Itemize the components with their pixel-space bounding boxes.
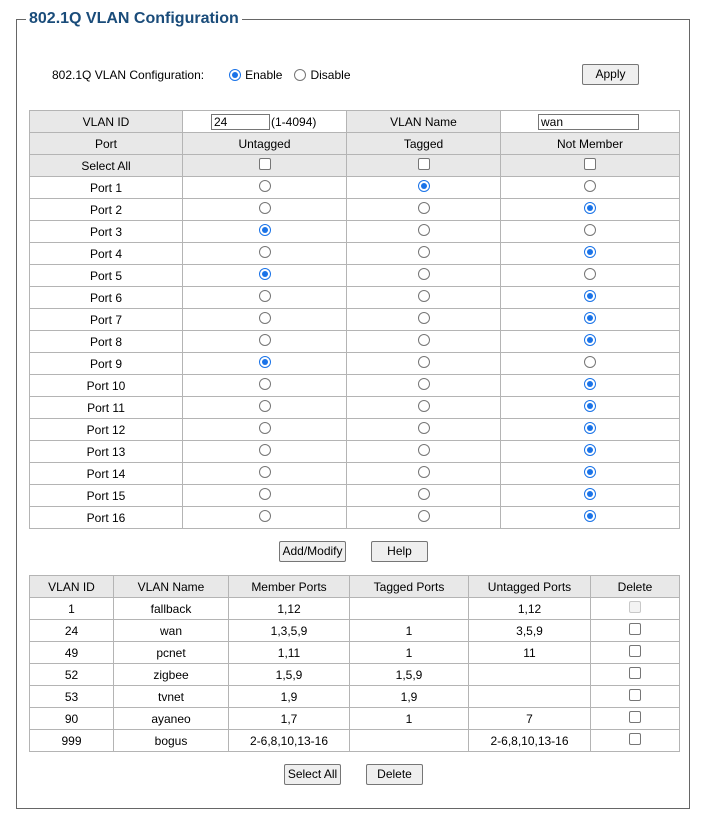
port-name: Port 3 bbox=[30, 221, 183, 243]
select-all-not-member-checkbox[interactable] bbox=[584, 158, 596, 170]
port-row bbox=[30, 199, 680, 221]
page-title: 802.1Q VLAN Configuration bbox=[26, 9, 242, 29]
port-name: Port 12 bbox=[30, 419, 183, 441]
delete-cell bbox=[591, 642, 680, 664]
port-not-member-radio[interactable] bbox=[584, 422, 596, 434]
port-row bbox=[30, 243, 680, 265]
delete-checkbox[interactable] bbox=[629, 623, 641, 635]
port-untagged-cell bbox=[183, 221, 347, 243]
port-untagged-cell bbox=[183, 507, 347, 529]
delete-checkbox[interactable] bbox=[629, 645, 641, 657]
enable-radio[interactable] bbox=[229, 69, 241, 81]
port-not-member-radio[interactable] bbox=[584, 334, 596, 346]
port-not-member-radio[interactable] bbox=[584, 466, 596, 478]
apply-button[interactable]: Apply bbox=[582, 64, 639, 85]
port-name: Port 6 bbox=[30, 287, 183, 309]
vlan-config-label: 802.1Q VLAN Configuration: bbox=[52, 68, 205, 82]
vlan-list-header-cell: VLAN ID bbox=[30, 576, 114, 598]
port-not-member-cell bbox=[501, 309, 680, 331]
vlan-name-cell: bogus bbox=[114, 730, 229, 752]
port-untagged-radio[interactable] bbox=[259, 334, 271, 346]
port-untagged-cell bbox=[183, 419, 347, 441]
port-not-member-radio[interactable] bbox=[584, 510, 596, 522]
vlan-id-input[interactable] bbox=[211, 114, 270, 130]
vlan-id-cell: 52 bbox=[30, 664, 114, 686]
port-tagged-radio[interactable] bbox=[418, 488, 430, 500]
port-tagged-cell bbox=[347, 353, 501, 375]
port-row bbox=[30, 441, 680, 463]
table-row bbox=[30, 664, 680, 686]
port-untagged-radio[interactable] bbox=[259, 180, 271, 192]
port-tagged-cell bbox=[347, 243, 501, 265]
port-tagged-radio[interactable] bbox=[418, 312, 430, 324]
port-tagged-radio[interactable] bbox=[418, 246, 430, 258]
port-name: Port 10 bbox=[30, 375, 183, 397]
select-all-untagged-cell bbox=[183, 155, 347, 177]
port-tagged-cell bbox=[347, 397, 501, 419]
port-not-member-cell bbox=[501, 463, 680, 485]
port-untagged-radio[interactable] bbox=[259, 444, 271, 456]
port-not-member-cell bbox=[501, 353, 680, 375]
port-not-member-cell bbox=[501, 485, 680, 507]
delete-cell bbox=[591, 686, 680, 708]
port-tagged-radio[interactable] bbox=[418, 400, 430, 412]
port-untagged-cell bbox=[183, 309, 347, 331]
vlan-id-cell: 53 bbox=[30, 686, 114, 708]
port-not-member-radio[interactable] bbox=[584, 356, 596, 368]
port-row bbox=[30, 419, 680, 441]
port-tagged-cell bbox=[347, 221, 501, 243]
delete-checkbox[interactable] bbox=[629, 733, 641, 745]
port-name: Port 13 bbox=[30, 441, 183, 463]
port-untagged-cell bbox=[183, 177, 347, 199]
col-not-member-header: Not Member bbox=[501, 133, 680, 155]
port-untagged-cell bbox=[183, 199, 347, 221]
port-not-member-radio[interactable] bbox=[584, 444, 596, 456]
port-not-member-cell bbox=[501, 507, 680, 529]
member-ports-cell: 1,5,9 bbox=[229, 664, 350, 686]
untagged-ports-cell: 7 bbox=[469, 708, 591, 730]
tagged-ports-cell bbox=[350, 598, 469, 620]
table-row bbox=[30, 620, 680, 642]
vlan-name-cell: ayaneo bbox=[114, 708, 229, 730]
port-untagged-radio[interactable] bbox=[259, 400, 271, 412]
port-untagged-radio[interactable] bbox=[259, 268, 271, 280]
port-not-member-cell bbox=[501, 177, 680, 199]
port-row bbox=[30, 463, 680, 485]
port-tagged-cell bbox=[347, 375, 501, 397]
port-untagged-radio[interactable] bbox=[259, 378, 271, 390]
port-tagged-radio[interactable] bbox=[418, 444, 430, 456]
untagged-ports-cell bbox=[469, 686, 591, 708]
port-untagged-cell bbox=[183, 243, 347, 265]
port-untagged-radio[interactable] bbox=[259, 290, 271, 302]
select-all-not-member-cell bbox=[501, 155, 680, 177]
col-port-header: Port bbox=[30, 133, 183, 155]
delete-cell bbox=[591, 598, 680, 620]
port-untagged-radio[interactable] bbox=[259, 356, 271, 368]
select-all-untagged-checkbox[interactable] bbox=[259, 158, 271, 170]
table-row bbox=[30, 598, 680, 620]
vlan-name-cell: wan bbox=[114, 620, 229, 642]
port-tagged-radio[interactable] bbox=[418, 202, 430, 214]
delete-cell bbox=[591, 730, 680, 752]
tagged-ports-cell bbox=[350, 730, 469, 752]
port-untagged-cell bbox=[183, 463, 347, 485]
port-untagged-radio[interactable] bbox=[259, 488, 271, 500]
vlan-id-label: VLAN ID bbox=[30, 111, 183, 133]
port-not-member-cell bbox=[501, 221, 680, 243]
port-name: Port 16 bbox=[30, 507, 183, 529]
port-tagged-radio[interactable] bbox=[418, 224, 430, 236]
port-tagged-radio[interactable] bbox=[418, 378, 430, 390]
port-untagged-radio[interactable] bbox=[259, 246, 271, 258]
vlan-list-header-cell: Tagged Ports bbox=[350, 576, 469, 598]
select-all-label: Select All bbox=[30, 155, 183, 177]
port-name: Port 15 bbox=[30, 485, 183, 507]
port-not-member-cell bbox=[501, 331, 680, 353]
tagged-ports-cell: 1 bbox=[350, 642, 469, 664]
disable-option[interactable] bbox=[294, 68, 350, 82]
port-tagged-radio[interactable] bbox=[418, 290, 430, 302]
vlan-id-cell bbox=[183, 111, 347, 133]
col-tagged-header: Tagged bbox=[347, 133, 501, 155]
port-untagged-radio[interactable] bbox=[259, 312, 271, 324]
port-tagged-radio[interactable] bbox=[418, 334, 430, 346]
member-ports-cell: 1,3,5,9 bbox=[229, 620, 350, 642]
port-tagged-cell bbox=[347, 463, 501, 485]
table-row bbox=[30, 686, 680, 708]
select-all-tagged-checkbox[interactable] bbox=[418, 158, 430, 170]
vlan-name-cell bbox=[501, 111, 680, 133]
port-tagged-cell bbox=[347, 265, 501, 287]
enable-option[interactable] bbox=[229, 68, 282, 82]
tagged-ports-cell: 1,9 bbox=[350, 686, 469, 708]
port-not-member-radio[interactable] bbox=[584, 378, 596, 390]
select-all-tagged-cell bbox=[347, 155, 501, 177]
port-row bbox=[30, 397, 680, 419]
delete-cell bbox=[591, 620, 680, 642]
vlan-name-label: VLAN Name bbox=[347, 111, 501, 133]
port-row bbox=[30, 177, 680, 199]
port-not-member-cell bbox=[501, 397, 680, 419]
port-tagged-radio[interactable] bbox=[418, 268, 430, 280]
vlan-name-input[interactable] bbox=[538, 114, 639, 130]
port-tagged-radio[interactable] bbox=[418, 356, 430, 368]
delete-checkbox[interactable] bbox=[629, 711, 641, 723]
tagged-ports-cell: 1 bbox=[350, 708, 469, 730]
port-row bbox=[30, 309, 680, 331]
port-tagged-cell bbox=[347, 199, 501, 221]
port-untagged-radio[interactable] bbox=[259, 510, 271, 522]
port-row bbox=[30, 507, 680, 529]
port-not-member-radio[interactable] bbox=[584, 268, 596, 280]
table-row bbox=[30, 642, 680, 664]
port-not-member-cell bbox=[501, 419, 680, 441]
enable-label: Enable bbox=[245, 68, 283, 82]
member-ports-cell: 2-6,8,10,13-16 bbox=[229, 730, 350, 752]
table-row bbox=[30, 730, 680, 752]
port-not-member-radio[interactable] bbox=[584, 224, 596, 236]
port-row bbox=[30, 331, 680, 353]
vlan-list-header-cell: Delete bbox=[591, 576, 680, 598]
delete-cell bbox=[591, 708, 680, 730]
delete-cell bbox=[591, 664, 680, 686]
port-tagged-radio[interactable] bbox=[418, 180, 430, 192]
port-untagged-cell bbox=[183, 287, 347, 309]
port-name: Port 8 bbox=[30, 331, 183, 353]
vlan-list-table bbox=[29, 575, 680, 752]
port-not-member-cell bbox=[501, 243, 680, 265]
port-row bbox=[30, 375, 680, 397]
port-untagged-cell bbox=[183, 441, 347, 463]
untagged-ports-cell: 3,5,9 bbox=[469, 620, 591, 642]
vlan-list-header-cell: VLAN Name bbox=[114, 576, 229, 598]
port-untagged-cell bbox=[183, 353, 347, 375]
member-ports-cell: 1,7 bbox=[229, 708, 350, 730]
port-name: Port 11 bbox=[30, 397, 183, 419]
port-tagged-cell bbox=[347, 331, 501, 353]
port-untagged-radio[interactable] bbox=[259, 422, 271, 434]
port-tagged-cell bbox=[347, 441, 501, 463]
port-row bbox=[30, 221, 680, 243]
select-all-button[interactable]: Select All bbox=[284, 764, 341, 785]
vlan-name-cell: tvnet bbox=[114, 686, 229, 708]
port-not-member-cell bbox=[501, 265, 680, 287]
port-name: Port 7 bbox=[30, 309, 183, 331]
port-name: Port 9 bbox=[30, 353, 183, 375]
port-not-member-radio[interactable] bbox=[584, 312, 596, 324]
untagged-ports-cell: 2-6,8,10,13-16 bbox=[469, 730, 591, 752]
disable-label: Disable bbox=[310, 68, 351, 82]
vlan-id-cell: 1 bbox=[30, 598, 114, 620]
port-row bbox=[30, 265, 680, 287]
port-tagged-cell bbox=[347, 485, 501, 507]
vlan-id-cell: 24 bbox=[30, 620, 114, 642]
port-not-member-radio[interactable] bbox=[584, 246, 596, 258]
port-not-member-radio[interactable] bbox=[584, 290, 596, 302]
untagged-ports-cell bbox=[469, 664, 591, 686]
help-button[interactable]: Help bbox=[371, 541, 428, 562]
port-row bbox=[30, 287, 680, 309]
port-untagged-radio[interactable] bbox=[259, 466, 271, 478]
port-untagged-radio[interactable] bbox=[259, 224, 271, 236]
port-name: Port 14 bbox=[30, 463, 183, 485]
vlan-id-cell: 90 bbox=[30, 708, 114, 730]
port-row bbox=[30, 353, 680, 375]
port-untagged-radio[interactable] bbox=[259, 202, 271, 214]
delete-checkbox[interactable] bbox=[629, 689, 641, 701]
port-not-member-radio[interactable] bbox=[584, 202, 596, 214]
vlan-list-header-row bbox=[30, 576, 680, 598]
vlan-name-cell: fallback bbox=[114, 598, 229, 620]
member-ports-cell: 1,12 bbox=[229, 598, 350, 620]
port-row bbox=[30, 485, 680, 507]
delete-button[interactable]: Delete bbox=[366, 764, 423, 785]
port-untagged-cell bbox=[183, 485, 347, 507]
member-ports-cell: 1,11 bbox=[229, 642, 350, 664]
member-ports-cell: 1,9 bbox=[229, 686, 350, 708]
port-tagged-radio[interactable] bbox=[418, 510, 430, 522]
add-modify-button[interactable]: Add/Modify bbox=[279, 541, 346, 562]
port-not-member-radio[interactable] bbox=[584, 400, 596, 412]
untagged-ports-cell: 1,12 bbox=[469, 598, 591, 620]
vlan-id-cell: 49 bbox=[30, 642, 114, 664]
port-not-member-radio[interactable] bbox=[584, 488, 596, 500]
vlan-port-form bbox=[29, 110, 680, 529]
table-row bbox=[30, 708, 680, 730]
port-name: Port 1 bbox=[30, 177, 183, 199]
col-untagged-header: Untagged bbox=[183, 133, 347, 155]
port-not-member-cell bbox=[501, 199, 680, 221]
vlan-name-cell: pcnet bbox=[114, 642, 229, 664]
port-name: Port 2 bbox=[30, 199, 183, 221]
port-tagged-cell bbox=[347, 287, 501, 309]
port-name: Port 4 bbox=[30, 243, 183, 265]
vlan-list-header-cell: Untagged Ports bbox=[469, 576, 591, 598]
port-tagged-cell bbox=[347, 309, 501, 331]
port-untagged-cell bbox=[183, 265, 347, 287]
port-tagged-cell bbox=[347, 419, 501, 441]
port-untagged-cell bbox=[183, 397, 347, 419]
port-untagged-cell bbox=[183, 375, 347, 397]
delete-checkbox[interactable] bbox=[629, 667, 641, 679]
port-untagged-cell bbox=[183, 331, 347, 353]
port-not-member-cell bbox=[501, 375, 680, 397]
untagged-ports-cell: 11 bbox=[469, 642, 591, 664]
vlan-list-header-cell: Member Ports bbox=[229, 576, 350, 598]
delete-checkbox bbox=[629, 601, 641, 613]
port-not-member-cell bbox=[501, 287, 680, 309]
port-tagged-radio[interactable] bbox=[418, 422, 430, 434]
port-tagged-radio[interactable] bbox=[418, 466, 430, 478]
vlan-id-range: (1-4094) bbox=[271, 114, 317, 129]
port-tagged-cell bbox=[347, 507, 501, 529]
port-not-member-cell bbox=[501, 441, 680, 463]
vlan-id-cell: 999 bbox=[30, 730, 114, 752]
port-not-member-radio[interactable] bbox=[584, 180, 596, 192]
vlan-name-cell: zigbee bbox=[114, 664, 229, 686]
disable-radio[interactable] bbox=[294, 69, 306, 81]
port-tagged-cell bbox=[347, 177, 501, 199]
vlan-enable-row bbox=[52, 66, 363, 84]
tagged-ports-cell: 1,5,9 bbox=[350, 664, 469, 686]
tagged-ports-cell: 1 bbox=[350, 620, 469, 642]
port-name: Port 5 bbox=[30, 265, 183, 287]
